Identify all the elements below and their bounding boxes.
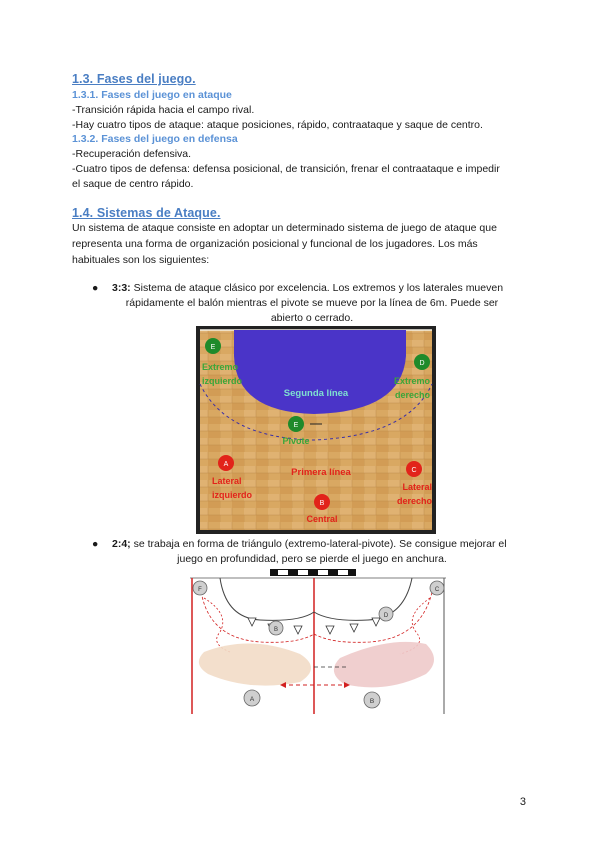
bullet-item-24 (92, 537, 532, 567)
player-letter: C (434, 587, 440, 593)
label-extremo-izq: izquierdo (202, 376, 242, 386)
text-line: -Cuatro tipos de defensa: defensa posicional, de transición, frenar el contraataque e impedir (72, 163, 500, 175)
text-line: habituales son los siguientes: (72, 254, 210, 266)
subsection-title-ataque: 1.3.1. Fases del juego en ataque (72, 89, 232, 101)
player-letter: A (249, 696, 255, 703)
zone-label: Segunda línea (283, 388, 349, 399)
label-pivote: Pivote (282, 436, 310, 446)
bullet-item-33 (92, 281, 532, 326)
bullet-text: rápidamente el balón mientras el pivote se mueve por la línea de 6m. Puede ser (125, 297, 499, 309)
section-title-fases: 1.3. Fases del juego. (72, 72, 196, 86)
label-extremo-izq: Extremo (202, 362, 239, 372)
text-line: -Transición rápida hacia el campo rival. (72, 104, 255, 116)
label-extremo-der: Extremo (393, 376, 430, 386)
zone-left (199, 643, 311, 685)
bullet-term: 2:4; (112, 538, 131, 550)
label-lateral-der: Lateral (402, 482, 432, 492)
player-letter: D (383, 613, 389, 619)
bullet-dot-icon: ● (92, 538, 99, 550)
figure-24-court (190, 568, 446, 716)
player-letter: B (273, 627, 279, 633)
text-line: el saque de centro rápido. (72, 178, 194, 190)
label-lateral-izq: izquierdo (212, 490, 252, 500)
bullet-text: Sistema de ataque clásico por excelencia. Los extremos y los laterales mueven (130, 282, 504, 294)
page-number: 3 (519, 796, 526, 808)
player-letter: C (411, 467, 417, 474)
text-line: -Hay cuatro tipos de ataque: ataque posiciones, rápido, contraataque y saque de centro. (72, 119, 483, 131)
subsection-title-defensa: 1.3.2. Fases del juego en defensa (72, 133, 238, 145)
bullet-term: 3:3: (112, 282, 131, 294)
bullet-dot-icon: ● (92, 282, 99, 294)
six-meter-arc-left (220, 578, 314, 620)
bullet-text: se trabaja en forma de triángulo (extremo-lateral-pivote). Se consigue mejorar el (130, 538, 507, 550)
player-letter: F (198, 587, 202, 593)
text-line: Un sistema de ataque consiste en adoptar un determinado sistema de juego de ataque que (72, 222, 497, 234)
player-letter: A (223, 461, 229, 468)
label-extremo-der: derecho (394, 390, 430, 400)
figure-33-court (196, 326, 436, 534)
six-meter-arc-right (314, 578, 412, 620)
text-line: representa una forma de organización posicional y funcional de los jugadores. Los más (72, 238, 478, 250)
player-letter: B (369, 698, 375, 705)
zone-right (334, 642, 434, 687)
player-letter: D (419, 360, 425, 367)
bullet-text: abierto o cerrado. (270, 312, 354, 324)
label-lateral-izq: Lateral (212, 476, 242, 486)
label-primera-linea: Primera línea (291, 467, 351, 478)
bullet-text: juego en profundidad, pero se pierde el juego en anchura. (177, 553, 447, 565)
text-line: -Recuperación defensiva. (72, 148, 192, 160)
player-letter: E (293, 422, 299, 429)
player-letter: E (210, 344, 216, 351)
label-lateral-der: derecho (396, 496, 432, 506)
section-title-sistemas: 1.4. Sistemas de Ataque. (72, 206, 221, 220)
label-central: Central (306, 514, 338, 524)
player-letter: B (319, 500, 325, 507)
